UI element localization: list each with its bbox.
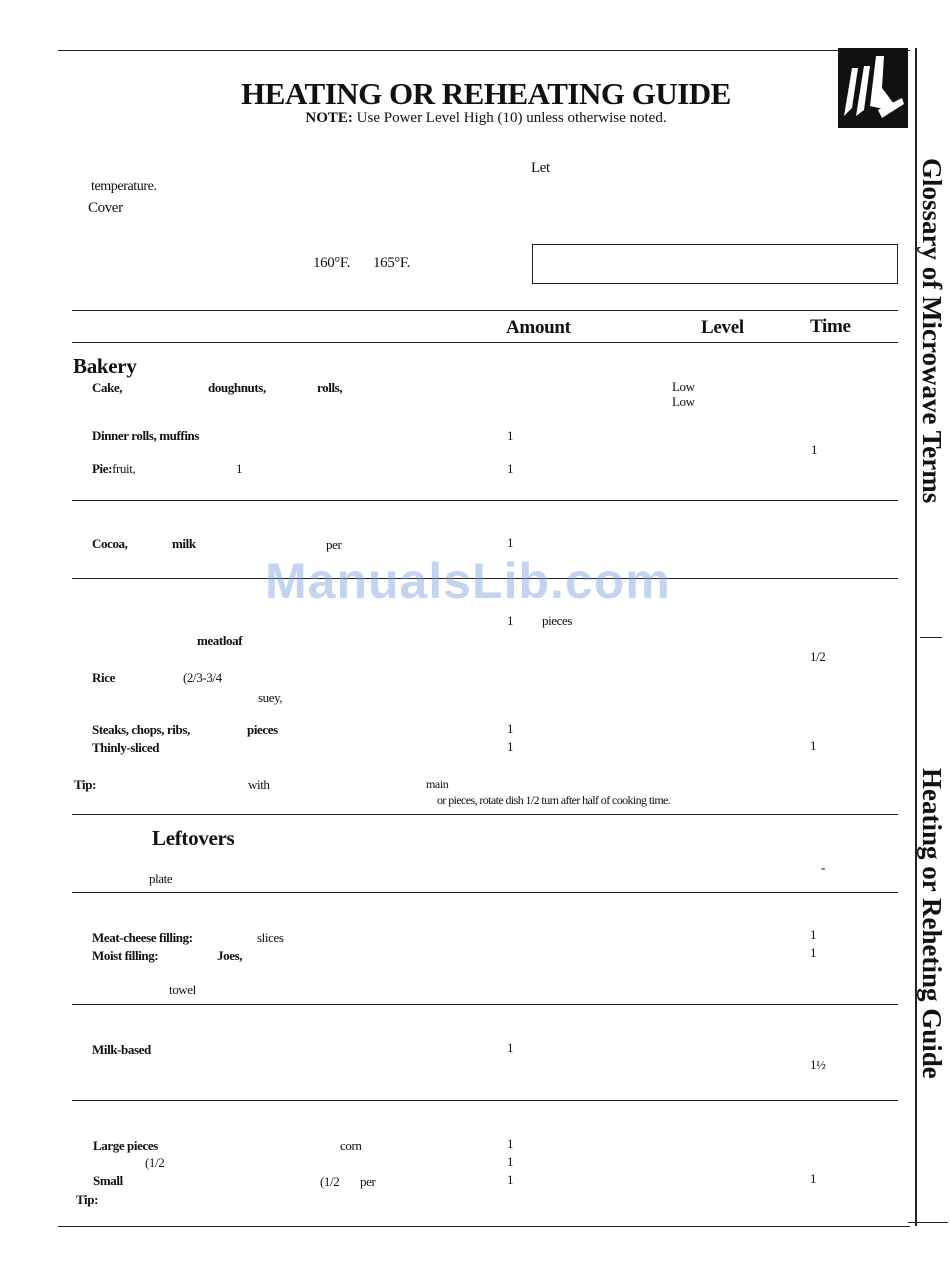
sandwich-meat-cheese: Meat-cheese filling: bbox=[92, 930, 193, 945]
section-heading-leftovers: Leftovers bbox=[152, 826, 235, 850]
beverage-cocoa: Cocoa, bbox=[92, 536, 128, 551]
veg-large-amount: 1 bbox=[507, 1136, 514, 1151]
intro-temperature: temperature. bbox=[91, 179, 157, 194]
leftovers-dash: - bbox=[821, 860, 825, 875]
bakery-rolls: rolls, bbox=[317, 380, 343, 395]
meat-rice-qty: (2/3-3/4 bbox=[183, 670, 222, 685]
bakery-level-low-2: Low bbox=[672, 394, 695, 409]
beverage-milk: milk bbox=[172, 536, 196, 551]
meat-steaks-amount: 1 bbox=[507, 721, 514, 736]
meat-amount-one: 1 bbox=[507, 613, 514, 628]
soup-time: 1½ bbox=[810, 1057, 826, 1072]
sandwich-slices: slices bbox=[257, 930, 284, 945]
meat-steaks-pieces: pieces bbox=[247, 722, 278, 737]
bakery-dinner-rolls: Dinner rolls, muffins bbox=[92, 428, 200, 443]
meat-thinly-amount: 1 bbox=[507, 739, 514, 754]
meat-steaks: Steaks, chops, ribs, bbox=[92, 722, 190, 737]
veg-half-qty: (1/2 bbox=[145, 1155, 165, 1170]
sandwich-moist: Moist filling: bbox=[92, 948, 159, 963]
power-note bbox=[0, 110, 950, 127]
bakery-pie-one: 1 bbox=[236, 461, 243, 476]
intro-temp-165: 165°F. bbox=[373, 255, 410, 271]
meat-suey: suey, bbox=[258, 690, 283, 705]
bakery-pie-fruit: fruit, bbox=[112, 461, 136, 476]
intro-let: Let bbox=[531, 160, 550, 176]
bakery-dinner-amount: 1 bbox=[507, 428, 514, 443]
note-box bbox=[532, 244, 898, 284]
soup-milk-based: Milk-based bbox=[92, 1042, 151, 1057]
bakery-pie-label: Pie: bbox=[92, 461, 113, 476]
sandwich-towel: towel bbox=[169, 982, 196, 997]
intro-temp-160: 160°F. bbox=[313, 255, 350, 271]
meat-rice: Rice bbox=[92, 670, 115, 685]
bakery-pie bbox=[92, 461, 135, 477]
soup-amount: 1 bbox=[507, 1040, 514, 1055]
meat-tip-main: main bbox=[426, 777, 449, 791]
veg-small: Small bbox=[93, 1173, 123, 1188]
page-title: HEATING OR REHEATING GUIDE bbox=[241, 76, 731, 111]
meat-half-time: 1/2 bbox=[810, 649, 826, 664]
intro-cover: Cover bbox=[88, 200, 123, 216]
veg-half-amount: 1 bbox=[507, 1154, 514, 1169]
bakery-dinner-time: 1 bbox=[811, 442, 818, 457]
meat-tip-label: Tip: bbox=[74, 777, 97, 792]
meat-thinly-sliced: Thinly-sliced bbox=[92, 740, 160, 755]
column-header-amount: Amount bbox=[506, 317, 571, 338]
sandwich-mc-time: 1 bbox=[810, 927, 817, 942]
sandwich-moist-time: 1 bbox=[810, 945, 817, 960]
sandwich-joes: Joes, bbox=[217, 948, 243, 963]
column-header-level: Level bbox=[701, 317, 744, 338]
veg-tip-label: Tip: bbox=[76, 1192, 99, 1207]
note-text: Use Power Level High (10) unless otherwise noted. bbox=[352, 110, 667, 126]
beverage-amount: 1 bbox=[507, 535, 514, 550]
section-heading-bakery: Bakery bbox=[73, 354, 137, 378]
veg-small-qty: (1/2 bbox=[320, 1174, 340, 1189]
watermark-text: ManualsLib.com bbox=[265, 553, 671, 609]
bakery-doughnuts: doughnuts, bbox=[208, 380, 266, 395]
beverage-per: per bbox=[326, 537, 342, 552]
veg-small-time: 1 bbox=[810, 1171, 817, 1186]
bakery-pie-amount: 1 bbox=[507, 461, 514, 476]
side-tab-heating-guide[interactable]: Heating or Reheting Guide bbox=[917, 768, 947, 1079]
veg-corn: corn bbox=[340, 1138, 362, 1153]
veg-small-amount: 1 bbox=[507, 1172, 514, 1187]
veg-large-pieces: Large pieces bbox=[93, 1138, 158, 1153]
meat-thinly-time: 1 bbox=[810, 738, 817, 753]
meat-meatloaf: meatloaf bbox=[197, 633, 243, 648]
meat-tip-rotate: or pieces, rotate dish 1/2 turn after half of cooking time. bbox=[437, 793, 671, 807]
veg-small-per: per bbox=[360, 1174, 376, 1189]
side-tab-glossary[interactable]: Glossary of Microwave Terms bbox=[917, 158, 947, 504]
bakery-level-low-1: Low bbox=[672, 379, 695, 394]
bakery-cake: Cake, bbox=[92, 380, 123, 395]
hand-pressing-button-icon bbox=[838, 48, 908, 128]
note-label: NOTE: bbox=[305, 110, 353, 126]
meat-pieces: pieces bbox=[542, 613, 573, 628]
meat-tip-with: with bbox=[248, 777, 270, 792]
leftovers-plate: plate bbox=[149, 871, 173, 886]
column-header-time: Time bbox=[810, 316, 851, 337]
